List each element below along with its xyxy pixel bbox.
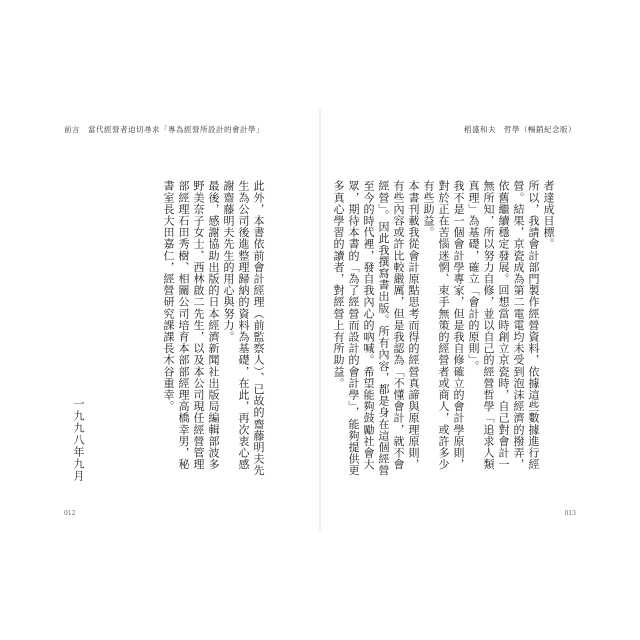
left-running-head: 前言 當代經營者迫切尋求「專為經營所設計的會計學」: [64, 125, 264, 134]
right-paragraph-3: 我不是一個會計學專家，但是我自修確立的會計學原則，對於正在苦惱迷惘、束手無策的經營者或商人，或許多少有些助益。: [422, 180, 465, 470]
left-paragraph-1: 此外，本書依前會計經理（前監察人）、已故的齋藤明夫先生為公司後進整理歸納的資料為基礎，在此，再次衷心感謝齋藤明夫先生的用心與努力。: [222, 180, 265, 477]
left-paragraph-2: 最後，感謝協助出版的日本經濟新聞社出版局編輯部波多野美奈子女士、西林啟二先生，以及本公司現任經營管理部經理石田秀樹、相關公司培育本部部經理高橋幸男，秘書室長大田嘉仁，經營研究課課長木谷重幸。: [162, 180, 220, 470]
right-page: [320, 0, 640, 640]
right-running-head: 稻盛和夫 哲學（暢銷紀念版）: [464, 125, 576, 134]
right-paragraph-2: 所以，我請會計部門製作經營資料，依據這些數據進行經營。結果，京瓷成為第二電電均未受到泡沫經濟的撥弄，依舊繼續穩定發展。回想當時創立京瓷時，自己對會計一無所知，所以努力自修，並以自己的經營哲學「追求人類真理」為基礎，確立「會計的原則」。: [467, 180, 540, 470]
right-page-number: 013: [564, 510, 576, 517]
right-body-text: [332, 180, 556, 480]
left-page-number: 012: [64, 510, 76, 517]
left-body-text: [66, 180, 266, 480]
preface-date: 一九九八年九月: [72, 398, 85, 482]
right-paragraph-1: 者達成目標。: [542, 180, 555, 250]
right-paragraph-4: 本書刊載我從會計原點思考而得的經營真諦與原理原則，有些內容或許比較嚴厲，但是我認為「不懂會計，就不會經營」。因此我撰寫書出版。所有內容，都是身在這個經營至今的時代裡，發自我內心的吶喊。希望能夠鼓勵社會大眾，期待本書的「為了經營而設計的會計學」，能夠提供更多真心學習的讀者，對經營上有所助益。: [332, 180, 420, 477]
